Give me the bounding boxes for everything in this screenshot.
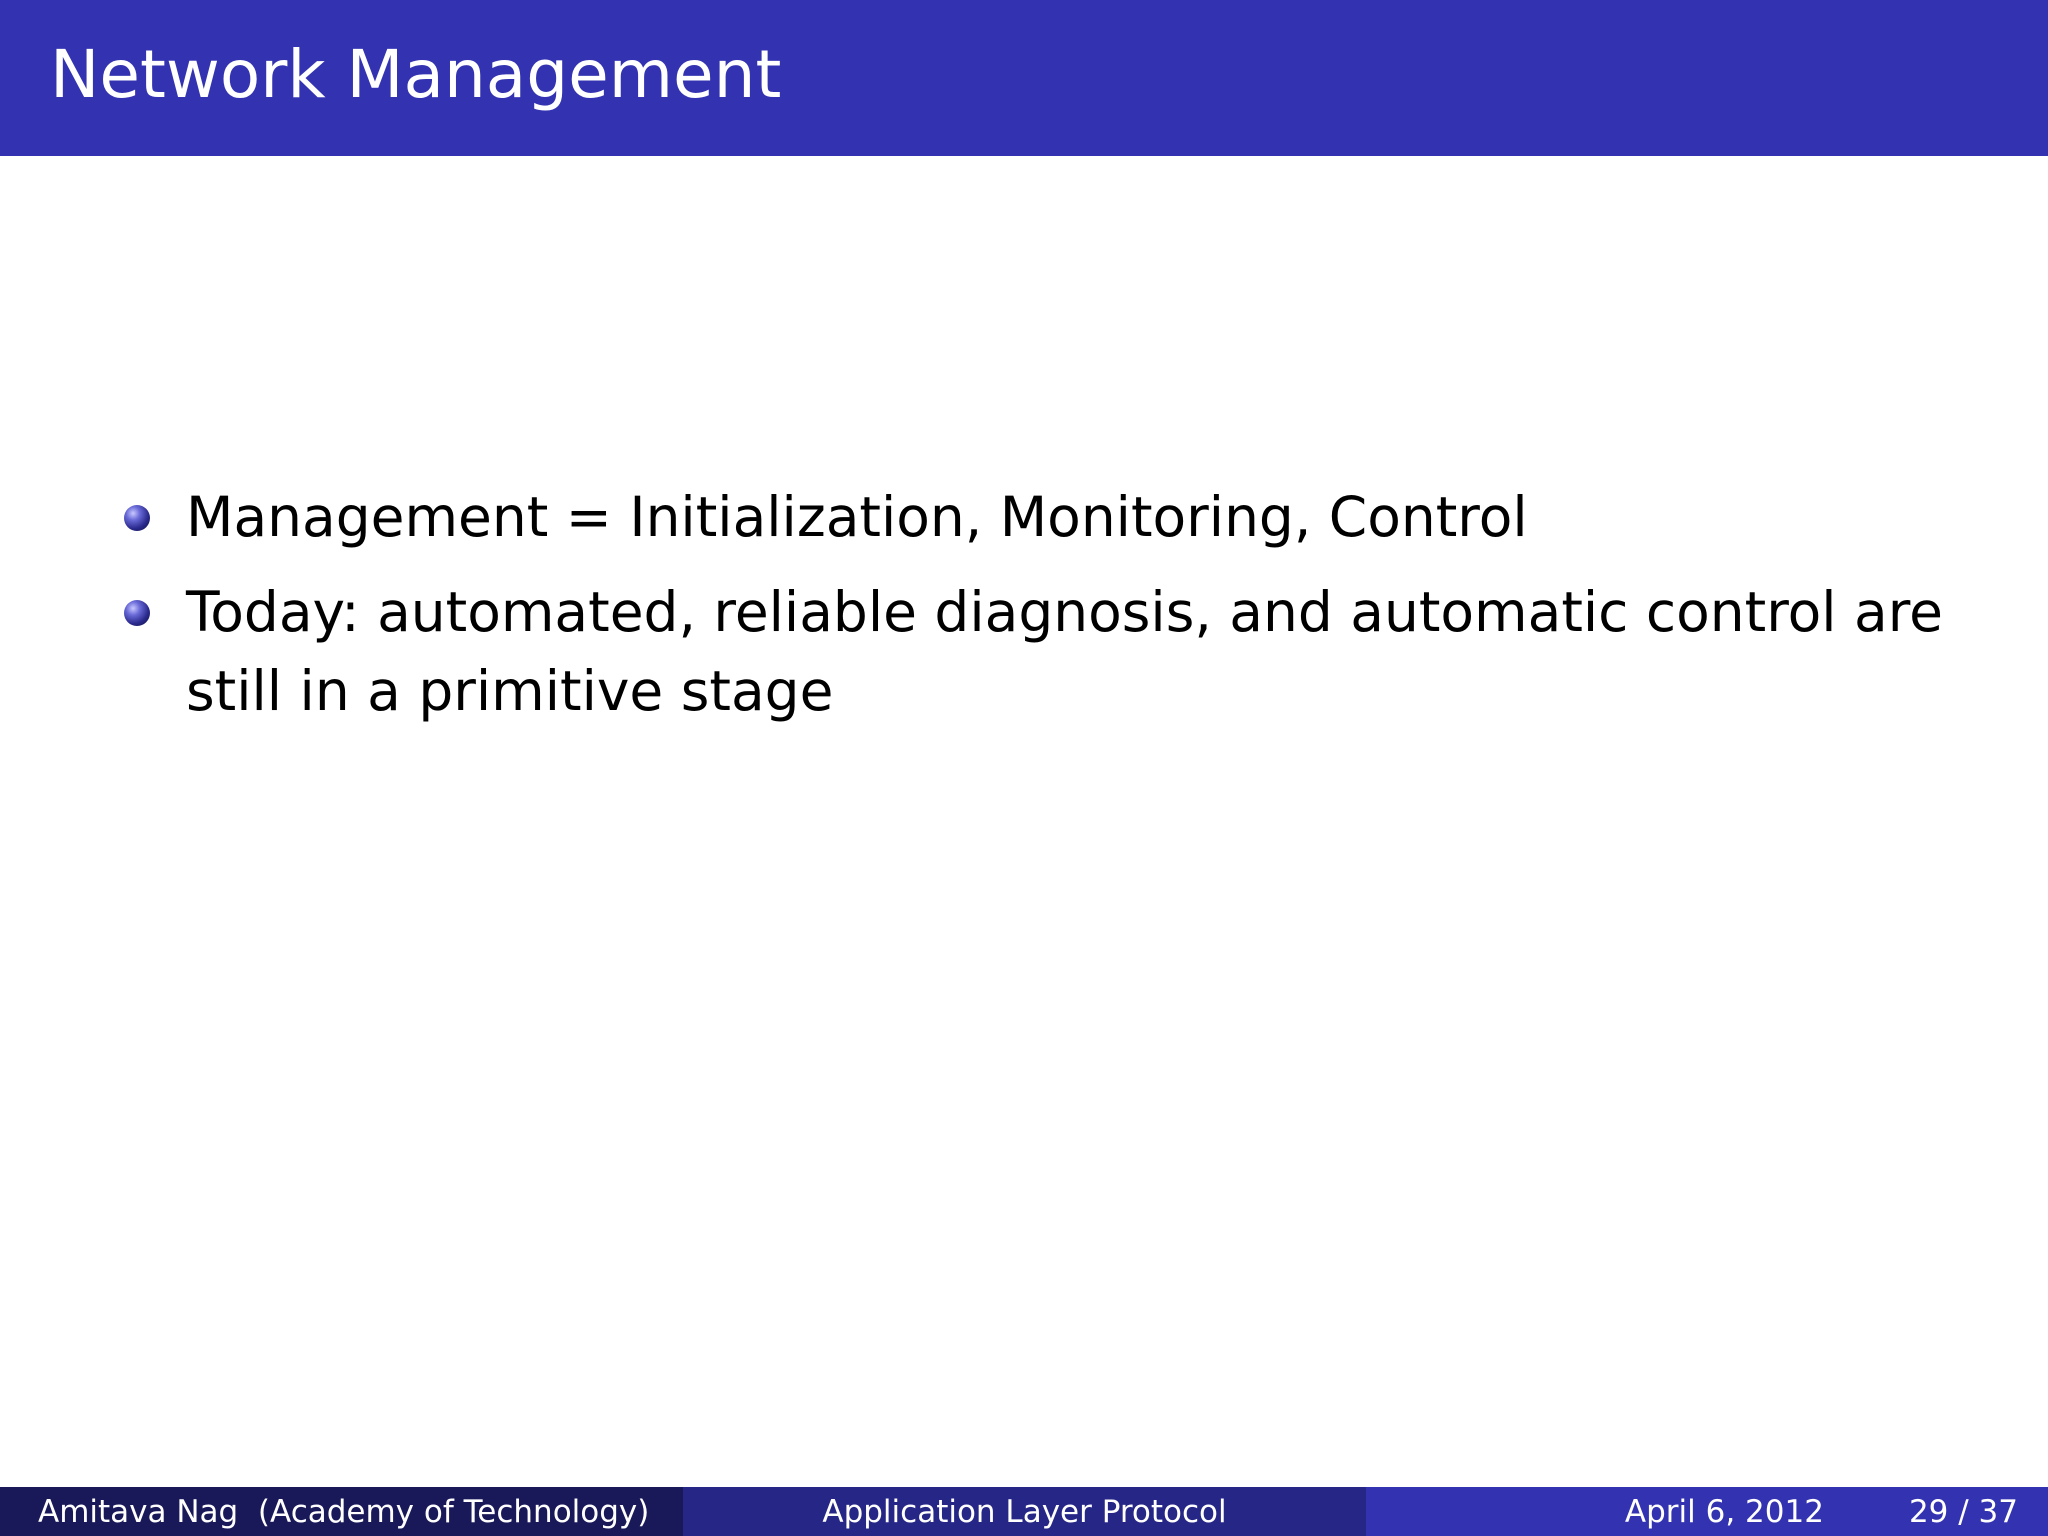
bullet-item	[120, 573, 1970, 731]
bullet-ball-icon	[124, 505, 150, 531]
footer-author-text: Amitava Nag (Academy of Technology)	[38, 1493, 650, 1530]
slide-title: Network Management	[50, 36, 782, 113]
bullet-ball-icon	[124, 600, 150, 626]
page-number: 29 / 37	[1908, 1493, 2018, 1530]
footer-presentation-title	[683, 1487, 1366, 1536]
footer-date: April 6, 2012	[1624, 1493, 1824, 1530]
slide-content	[120, 478, 1970, 747]
title-bar	[0, 0, 2048, 156]
footer-title-text: Application Layer Protocol	[822, 1493, 1227, 1530]
footer-date-page	[1366, 1487, 2048, 1536]
footer	[0, 1487, 2048, 1536]
bullet-text: Management = Initialization, Monitoring, Control	[186, 485, 1528, 549]
bullet-text: Today: automated, reliable diagnosis, and automatic control are still in a primitive stage	[186, 580, 1943, 723]
bullet-item	[120, 478, 1970, 557]
footer-author	[0, 1487, 683, 1536]
